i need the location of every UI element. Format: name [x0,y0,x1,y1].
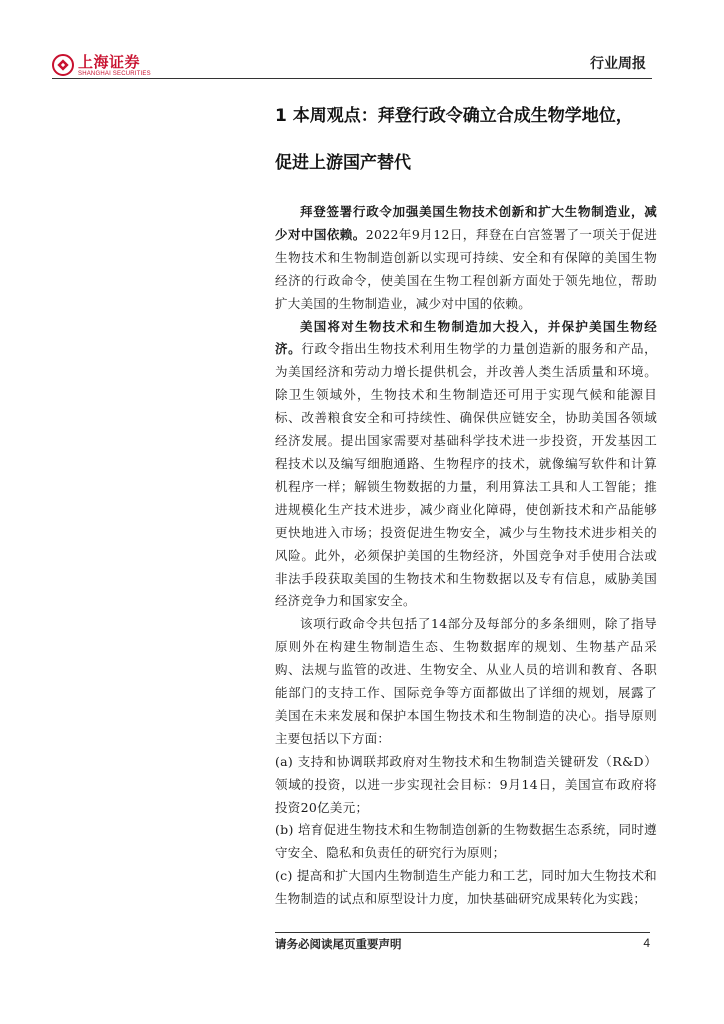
company-logo [52,54,151,78]
paragraph-2-lead: 美国将对生物技术和生物制造加大投入，并保护美国生物经济。 [275,318,657,357]
paragraph-2-text: 行政令指出生物技术利用生物学的力量创造新的服务和产品，为美国经济和劳动力增长提供机会，并改善人类生活质量和环境。除卫生领域外，生物技术和生物制造还可用于实现气候和能源目标、改善粮食安全和可持续性、确保供应链安全，协助美国各领域经济发展。提出国家需要对基础科学技术进一步投资，开发基因工程技术以及编写细胞通路、生物程序的技术，就像编写软件和计算机程序一样；解锁生物数据的力量，利用算法工具和人工智能；推进规模化生产技术进步，减少商业化障碍，使创新技术和产品能够更快地进入市场；投资促进生物安全，减少与生物技术进步相关的风险。此外，必须保护美国的生物经济，外国竞争对手使用合法或非法手段获取美国的生物技术和生物数据以及专有信息，威胁美国经济竞争力和国家安全。 [275,341,657,609]
section-title-line2: 促进上游国产替代 [275,153,411,173]
paragraph-3-text: 该项行政命令共包括了14部分及每部分的多条细则，除了指导原则外在构建生物制造生态、生物数据库的规划、生物基产品采购、法规与监管的改进、生物安全、从业人员的培训和教育、各职能部门的支持工作、国际竞争等方面都做出了详细的规划，展露了美国在未来发展和保护本国生物技术和生物制造的决心。指导原则主要包括以下方面： [275,616,657,746]
list-item-c: (c) 提高和扩大国内生物制造生产能力和工艺，同时加大生物技术和生物制造的试点和原型设计力度，加快基础研究成果转化为实践； [275,868,657,907]
header-divider [52,78,652,79]
report-type-label: 行业周报 [590,56,646,72]
logo-english-text: SHANGHAI SECURITIES [78,71,151,77]
paragraph-1-text: 2022年9月12日，拜登在白宫签署了一项关于促进生物技术和生物制造创新以实现可持续、安全和有保障的美国生物经济的行政命令，使美国在生物工程创新方面处于领先地位，帮助扩大美国的生物制造业，减少对中国的依赖。 [275,226,657,311]
footer-divider [275,932,650,933]
logo-chinese-text: 上海证券 [78,53,141,71]
list-item-a: (a) 支持和协调联邦政府对生物技术和生物制造关键研发（R&D）领域的投资，以进一步实现社会目标：9月14日，美国宣布政府将投资20亿美元； [275,753,657,815]
section-title-line1: 1 本周观点：拜登行政令确立合成生物学地位， [275,106,633,126]
body-content [275,201,657,911]
list-item-b: (b) 培育促进生物技术和生物制造创新的生物数据生态系统，同时遵守安全、隐私和负责任的研究行为原则； [275,822,657,861]
paragraph-3 [275,613,657,750]
paragraph-2 [275,316,657,614]
footer-disclaimer: 请务必阅读尾页重要声明 [275,937,402,951]
page-header [52,50,652,82]
page-number: 4 [643,936,650,950]
logo-icon [52,54,74,76]
paragraph-1-lead: 拜登签署行政令加强美国生物技术创新和扩大生物制造业，减少对中国依赖。 [275,204,657,242]
paragraph-1 [275,201,657,316]
